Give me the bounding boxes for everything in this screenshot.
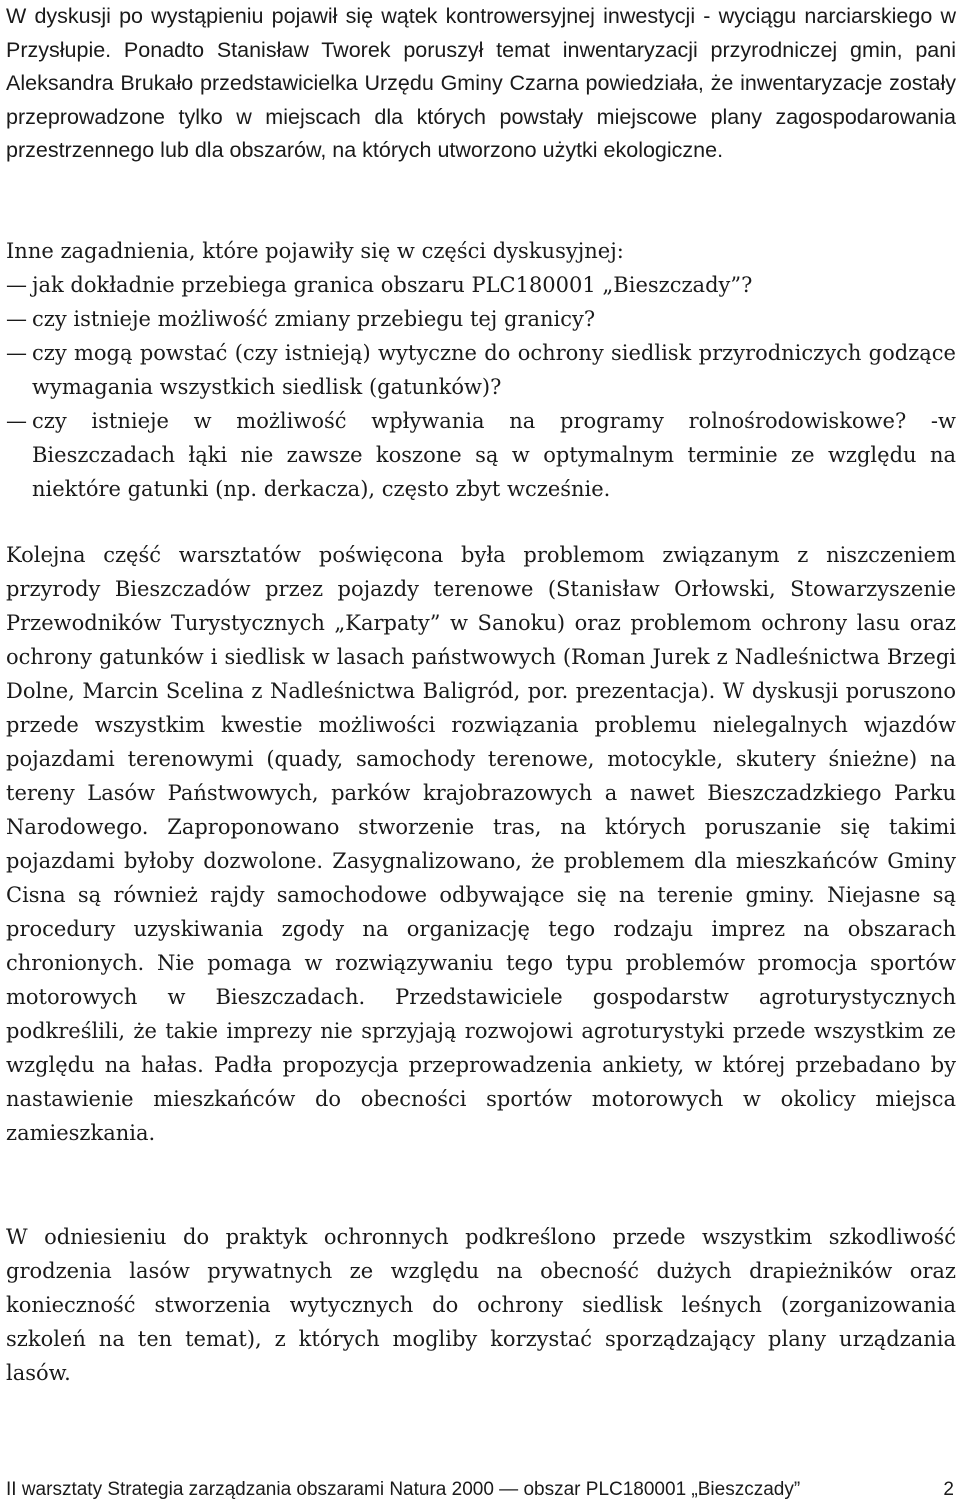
paragraph-protective-practices: W odniesieniu do praktyk ochronnych podkreślono przede wszystkim szkodliwość grodzenia lasów prywatnych ze względu na obecność dużych drapieżników oraz konieczność stworzenia wytycznych do ochrony siedlisk leśnych (zorganizowania szkoleń na ten temat), z których mogliby korzystać sporządzający plany urządzania lasów. bbox=[6, 1225, 956, 1385]
list-item-text: jak dokładnie przebiega granica obszaru PLC180001 „Bieszczady”? bbox=[32, 273, 753, 297]
discussion-issues-list bbox=[6, 268, 956, 506]
list-dash: — bbox=[6, 409, 27, 433]
page-number: 2 bbox=[943, 1479, 954, 1500]
footer-title: II warsztaty Strategia zarządzania obszarami Natura 2000 — obszar PLC180001 „Bieszczady” bbox=[6, 1479, 801, 1500]
list-item-text: czy istnieje w możliwość wpływania na programy rolnośrodowiskowe? -w Bieszczadach łąki nie zawsze koszone są w optymalnym terminie ze względu na niektóre gatunki (np. derkacza), często zbyt wcześnie. bbox=[32, 409, 956, 501]
list-dash: — bbox=[6, 307, 27, 331]
paragraph-offroad-vehicles: Kolejna część warsztatów poświęcona była problemom związanym z niszczeniem przyrody Bieszczadów przez pojazdy terenowe (Stanisław Orłowski, Stowarzyszenie Przewodników Turystycznych „Karpaty” w Sanoku) oraz problemom ochrony lasu oraz ochrony gatunków i siedlisk w lasach państwowych (Roman Jurek z Nadleśnictwa Brzegi Dolne, Marcin Scelina z Nadleśnictwa Baligród, por. prezentacja). W dyskusji poruszono przede wszystkim kwestie możliwości rozwiązania problemu nielegalnych wjazdów pojazdami terenowymi (quady, samochody terenowe, motocykle, skutery śnieżne) na tereny Lasów Państwowych, parków krajobrazowych a nawet Bieszczadzkiego Parku Narodowego. Zaproponowano stworzenie tras, na których poruszanie się takimi pojazdami byłoby dozwolone. Zasygnalizowano, że problemem dla mieszkańców Gminy Cisna są również rajdy samochodowe odbywające się na terenie gminy. Niejasne są procedury uzyskiwania zgody na organizację tego rodzaju imprez na obszarach chronionych. Nie pomaga w rozwiązywaniu tego typu problemów promocja sportów motorowych w Bieszczadach. Przedstawiciele gospodarstw agroturystycznych podkreślili, że takie imprezy nie sprzyjają rozwojowi agroturystyki przede wszystkim ze względu na hałas. Padła propozycja przeprowadzenia ankiety, w której przebadano by nastawienie mieszkańców do obecności sportów motorowych w okolicy miejsca zamieszkania. bbox=[6, 543, 956, 1145]
paragraph-other-issues-heading: Inne zagadnienia, które pojawiły się w części dyskusyjnej: bbox=[6, 239, 624, 263]
list-item bbox=[6, 302, 956, 336]
list-item bbox=[6, 268, 956, 302]
list-item bbox=[6, 404, 956, 506]
list-item-text: czy istnieje możliwość zmiany przebiegu tej granicy? bbox=[32, 307, 596, 331]
list-dash: — bbox=[6, 273, 27, 297]
paragraph-discussion-intro: W dyskusji po wystąpieniu pojawił się wątek kontrowersyjnej inwestycji - wyciągu narciarskiego w Przysłupie. Ponadto Stanisław Tworek poruszył temat inwentaryzacji przyrodniczej gmin, pani Aleksandra Brukało przedstawicielka Urzędu Gminy Czarna powiedziała, że inwentaryzacje zostały przeprowadzone tylko w miejscach dla których powstały miejscowe plany zagospodarowania przestrzennego lub dla obszarów, na których utworzono użytki ekologiczne. bbox=[6, 4, 956, 162]
page-footer bbox=[6, 1479, 954, 1509]
list-dash: — bbox=[6, 341, 27, 365]
list-item-text: czy mogą powstać (czy istnieją) wytyczne do ochrony siedlisk przyrodniczych godzące wymagania wszystkich siedlisk (gatunków)? bbox=[32, 341, 956, 399]
list-item bbox=[6, 336, 956, 404]
